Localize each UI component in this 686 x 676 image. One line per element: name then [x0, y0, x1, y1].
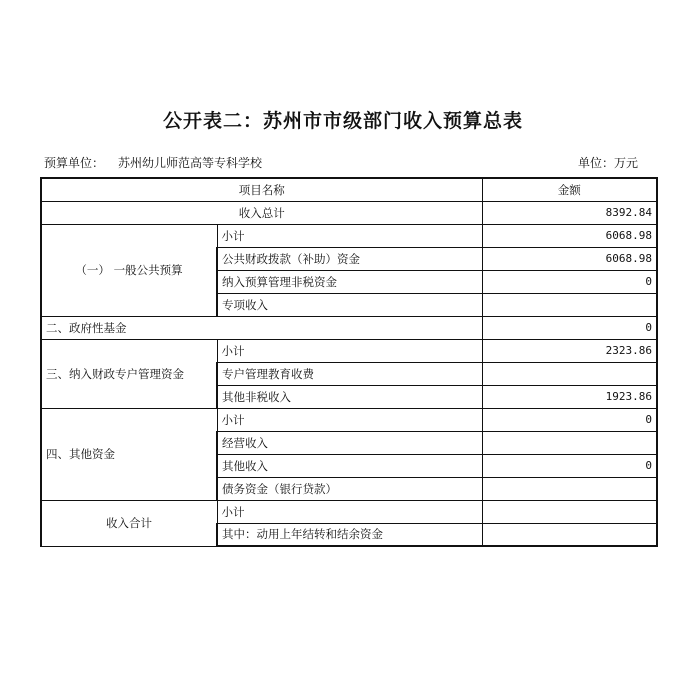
- row-amount: 0: [482, 270, 657, 293]
- table-row: [41, 316, 657, 339]
- total-amount: 8392.84: [482, 201, 657, 224]
- row-label: 其他非税收入: [217, 385, 482, 408]
- table-row: [41, 224, 657, 247]
- budget-unit-label: 预算单位：: [44, 156, 105, 170]
- row-amount: [482, 293, 657, 316]
- group-combined-label: 收入合计: [41, 500, 217, 546]
- row-amount: 1923.86: [482, 385, 657, 408]
- row-amount: 6068.98: [482, 247, 657, 270]
- row-label: 小计: [217, 500, 482, 523]
- row-amount: [482, 431, 657, 454]
- income-budget-table: [40, 177, 658, 547]
- row-label: 债务资金（银行贷款）: [217, 477, 482, 500]
- row-amount: [482, 477, 657, 500]
- row-label: 公共财政拨款（补助）资金: [217, 247, 482, 270]
- table-row: [41, 201, 657, 224]
- row-amount: 2323.86: [482, 339, 657, 362]
- row-label: 纳入预算管理非税资金: [217, 270, 482, 293]
- row-label: 专户管理教育收费: [217, 362, 482, 385]
- group-general-label: （一） 一般公共预算: [41, 224, 217, 316]
- row-label: 小计: [217, 224, 482, 247]
- row-amount: 6068.98: [482, 224, 657, 247]
- group-fund-label: 二、政府性基金: [41, 316, 482, 339]
- total-label: 收入总计: [41, 201, 482, 224]
- group-special-label: 三、纳入财政专户管理资金: [41, 339, 217, 408]
- table-header-row: [41, 178, 657, 201]
- currency-unit: 单位：万元: [578, 156, 639, 170]
- row-amount: 0: [482, 316, 657, 339]
- header-amount: 金额: [482, 178, 657, 201]
- row-label: 小计: [217, 339, 482, 362]
- row-label: 经营收入: [217, 431, 482, 454]
- row-label: 其他收入: [217, 454, 482, 477]
- row-label: 专项收入: [217, 293, 482, 316]
- row-amount: [482, 362, 657, 385]
- row-amount: [482, 523, 657, 546]
- row-label: 小计: [217, 408, 482, 431]
- page-title: 公开表二：苏州市市级部门收入预算总表: [162, 110, 523, 132]
- budget-unit-name: 苏州幼儿师范高等专科学校: [118, 156, 263, 170]
- row-label: 其中：动用上年结转和结余资金: [217, 523, 482, 546]
- table-row: [41, 408, 657, 431]
- table-row: [41, 339, 657, 362]
- table-row: [41, 500, 657, 523]
- row-amount: [482, 500, 657, 523]
- group-other-label: 四、其他资金: [41, 408, 217, 500]
- row-amount: 0: [482, 408, 657, 431]
- row-amount: 0: [482, 454, 657, 477]
- budget-unit: [44, 154, 262, 171]
- header-item: 项目名称: [41, 178, 482, 201]
